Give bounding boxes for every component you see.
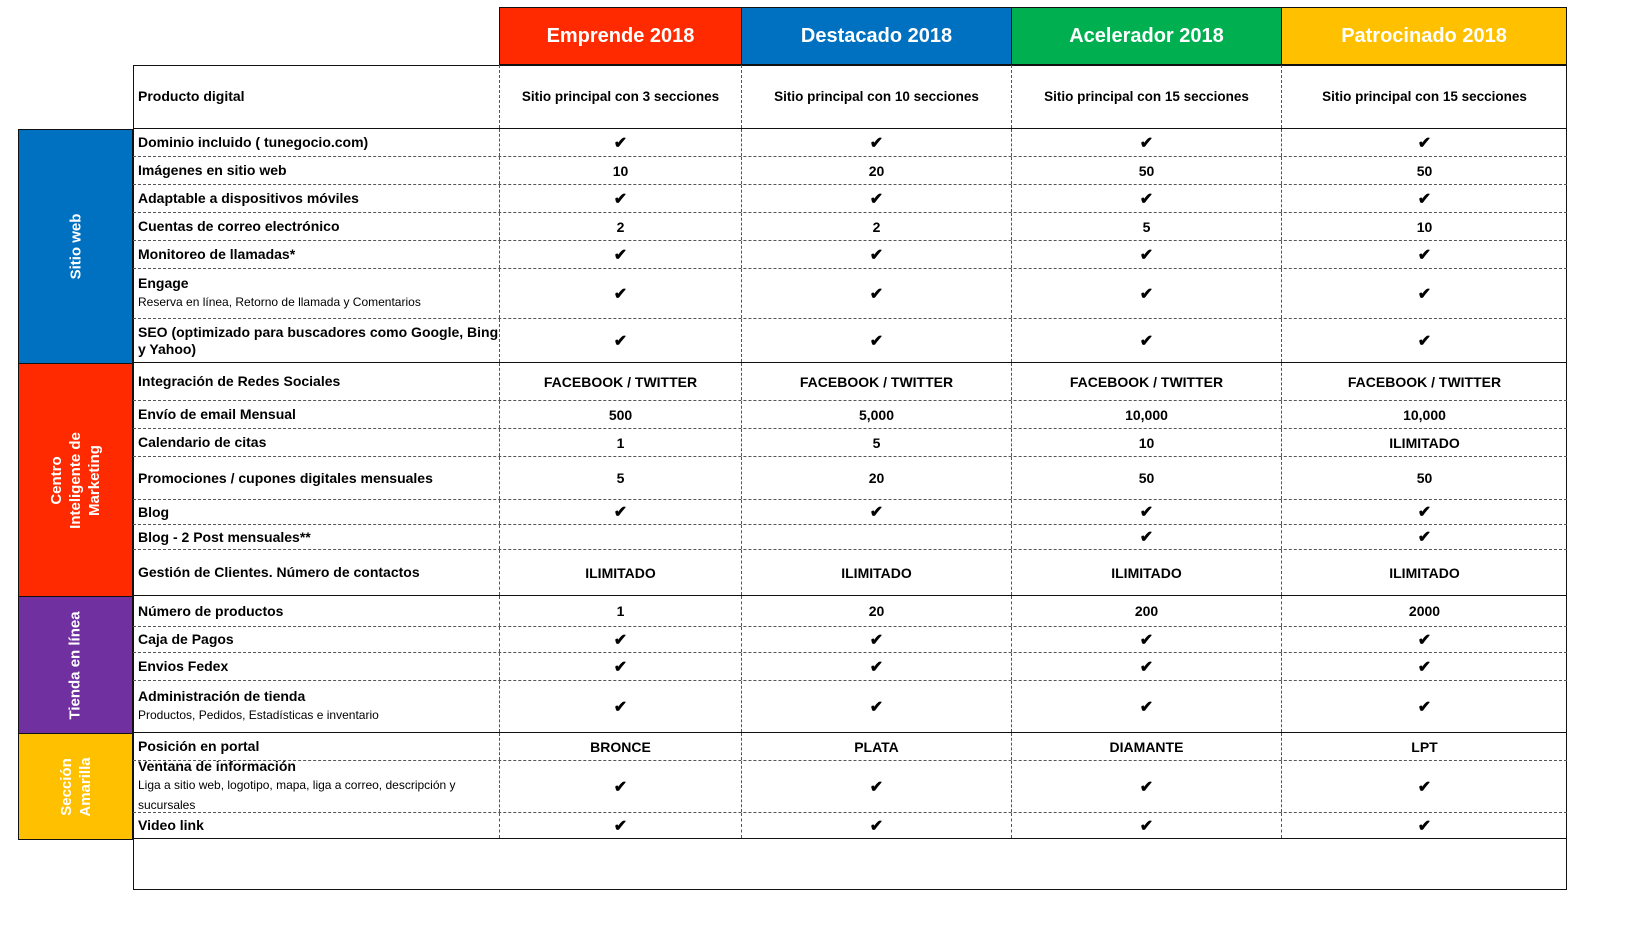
- row-label: [133, 401, 499, 428]
- table-row: [133, 363, 1567, 401]
- check-icon: ✔: [741, 185, 1011, 212]
- row-label: [133, 185, 499, 212]
- check-icon: ✔: [1011, 681, 1281, 732]
- plan-value: BRONCE: [499, 733, 741, 760]
- plan-value: 2: [741, 213, 1011, 240]
- check-icon: ✔: [499, 761, 741, 812]
- table-row: [133, 681, 1567, 733]
- plan-value: 2: [499, 213, 741, 240]
- row-label: [133, 758, 499, 812]
- plan-value: FACEBOOK / TWITTER: [1011, 363, 1281, 400]
- table-row: [133, 550, 1567, 596]
- table-row: [133, 500, 1567, 525]
- plan-value: FACEBOOK / TWITTER: [741, 363, 1011, 400]
- check-icon: ✔: [499, 319, 741, 362]
- row-label-text: SEO (optimizado para buscadores como Google, Bing y Yahoo): [138, 323, 499, 357]
- row-label-text: Cuentas de correo electrónico: [138, 218, 340, 234]
- section-title: Sitio web: [67, 213, 84, 280]
- row-label-text: Posición en portal: [138, 738, 260, 754]
- plan-value: 50: [1281, 157, 1567, 184]
- check-icon: ✔: [741, 813, 1011, 838]
- check-icon: ✔: [1011, 761, 1281, 812]
- side-sitio-web: [18, 129, 133, 364]
- plan-value: 50: [1011, 457, 1281, 499]
- plan-value: 50: [1011, 157, 1281, 184]
- plan-value: PLATA: [741, 733, 1011, 760]
- plan-header-4: Patrocinado 2018: [1281, 7, 1567, 65]
- row-label-text: Imágenes en sitio web: [138, 162, 287, 178]
- row-label: [133, 550, 499, 595]
- row-label: [133, 429, 499, 456]
- check-icon: ✔: [741, 319, 1011, 362]
- check-icon: ✔: [499, 627, 741, 652]
- plan-value: 5,000: [741, 401, 1011, 428]
- row-label: [133, 241, 499, 268]
- row-label: [133, 363, 499, 400]
- plan-value: 10: [499, 157, 741, 184]
- check-icon: ✔: [499, 681, 741, 732]
- plan-header-2: Destacado 2018: [741, 7, 1012, 65]
- check-icon: ✔: [499, 653, 741, 680]
- plan-value: 2000: [1281, 596, 1567, 626]
- row-label-subtext: Reserva en línea, Retorno de llamada y Comentarios: [138, 295, 421, 309]
- table-row: [133, 241, 1567, 269]
- check-icon: ✔: [1011, 627, 1281, 652]
- plan-value: DIAMANTE: [1011, 733, 1281, 760]
- row-label-text: Integración de Redes Sociales: [138, 373, 341, 389]
- table-row: [133, 401, 1567, 429]
- row-label: [133, 157, 499, 184]
- table-row: [133, 213, 1567, 241]
- plan-value: Sitio principal con 10 secciones: [741, 65, 1011, 128]
- check-icon: ✔: [1281, 185, 1567, 212]
- plan-value: 5: [1011, 213, 1281, 240]
- check-icon: ✔: [1281, 319, 1567, 362]
- check-icon: ✔: [741, 627, 1011, 652]
- table-row: [133, 269, 1567, 319]
- side-centro-marketing: [18, 363, 133, 597]
- side-tienda-en-linea: [18, 596, 133, 734]
- plan-value: 10: [1281, 213, 1567, 240]
- check-icon: ✔: [1281, 813, 1567, 838]
- row-label-text: Caja de Pagos: [138, 631, 234, 647]
- check-icon: ✔: [741, 761, 1011, 812]
- check-icon: ✔: [1281, 241, 1567, 268]
- check-icon: ✔: [741, 653, 1011, 680]
- plan-value: 10: [1011, 429, 1281, 456]
- plan-value: 5: [499, 457, 741, 499]
- check-icon: ✔: [499, 269, 741, 318]
- plan-value: [499, 525, 741, 549]
- check-icon: ✔: [1011, 813, 1281, 838]
- check-icon: ✔: [499, 813, 741, 838]
- check-icon: ✔: [1011, 500, 1281, 524]
- table-row: [133, 627, 1567, 653]
- plan-value: ILIMITADO: [741, 550, 1011, 595]
- row-label: [133, 525, 499, 549]
- row-label-text: Blog - 2 Post mensuales**: [138, 528, 311, 545]
- row-label-text: Video link: [138, 817, 204, 833]
- row-label-text: Gestión de Clientes. Número de contactos: [138, 564, 420, 580]
- check-icon: ✔: [499, 129, 741, 156]
- plan-value: 20: [741, 457, 1011, 499]
- plan-value: 10,000: [1281, 401, 1567, 428]
- row-label-text: Número de productos: [138, 602, 284, 619]
- row-label-text: Producto digital: [138, 88, 245, 104]
- check-icon: ✔: [1281, 761, 1567, 812]
- check-icon: ✔: [1011, 653, 1281, 680]
- check-icon: ✔: [1281, 653, 1567, 680]
- plan-value: 5: [741, 429, 1011, 456]
- row-label: [133, 733, 499, 760]
- table-row: [133, 525, 1567, 550]
- check-icon: ✔: [1011, 185, 1281, 212]
- plan-value: ILIMITADO: [1011, 550, 1281, 595]
- plan-header-1: Emprende 2018: [499, 7, 742, 65]
- row-label: [133, 681, 499, 732]
- row-label: [133, 269, 499, 318]
- table-row: [133, 157, 1567, 185]
- plan-value: 1: [499, 429, 741, 456]
- row-label: [133, 653, 499, 680]
- row-label-text: Administración de tienda: [138, 688, 306, 704]
- row-label-text: Adaptable a dispositivos móviles: [138, 190, 359, 206]
- table-row: [133, 319, 1567, 363]
- plan-value: 10,000: [1011, 401, 1281, 428]
- check-icon: ✔: [1011, 319, 1281, 362]
- row-label-text: Promociones / cupones digitales mensuales: [138, 469, 433, 486]
- side-seccion-amarilla: [18, 733, 133, 840]
- row-label: [133, 627, 499, 652]
- check-icon: ✔: [741, 500, 1011, 524]
- check-icon: ✔: [1011, 269, 1281, 318]
- row-label: [133, 65, 499, 128]
- product-row: [133, 65, 1567, 129]
- row-label: [133, 319, 499, 362]
- plan-value: Sitio principal con 15 secciones: [1011, 65, 1281, 128]
- row-label-subtext: Productos, Pedidos, Estadísticas e inventario: [138, 708, 379, 722]
- plan-value: ILIMITADO: [1281, 550, 1567, 595]
- plan-value: ILIMITADO: [1281, 429, 1567, 456]
- check-icon: ✔: [1281, 500, 1567, 524]
- check-icon: ✔: [1281, 525, 1567, 549]
- row-label-text: Calendario de citas: [138, 434, 267, 450]
- check-icon: ✔: [741, 269, 1011, 318]
- row-label: [133, 596, 499, 626]
- check-icon: ✔: [1281, 627, 1567, 652]
- plan-value: 200: [1011, 596, 1281, 626]
- check-icon: ✔: [741, 129, 1011, 156]
- row-label-text: Dominio incluido ( tunegocio.com): [138, 134, 369, 150]
- table-row: [133, 813, 1567, 839]
- plan-value: 50: [1281, 457, 1567, 499]
- check-icon: ✔: [499, 500, 741, 524]
- table-row: [133, 429, 1567, 457]
- row-label: [133, 129, 499, 156]
- plan-value: FACEBOOK / TWITTER: [499, 363, 741, 400]
- section-title: Tienda en línea: [67, 610, 84, 720]
- check-icon: ✔: [1011, 129, 1281, 156]
- row-label: [133, 213, 499, 240]
- row-label: [133, 813, 499, 838]
- row-label-text: Engage: [138, 275, 189, 291]
- check-icon: ✔: [1281, 269, 1567, 318]
- row-label-text: Monitoreo de llamadas*: [138, 246, 296, 262]
- plan-value: ILIMITADO: [499, 550, 741, 595]
- row-label-subtext: Liga a sitio web, logotipo, mapa, liga a correo, descripción y sucursales: [138, 778, 456, 812]
- row-label-text: Ventana de información: [138, 758, 296, 774]
- plan-value: [741, 525, 1011, 549]
- check-icon: ✔: [741, 241, 1011, 268]
- table-row: [133, 733, 1567, 761]
- check-icon: ✔: [741, 681, 1011, 732]
- plan-value: 500: [499, 401, 741, 428]
- row-label-text: Blog: [138, 503, 170, 520]
- table-row: [133, 457, 1567, 500]
- plan-value: LPT: [1281, 733, 1567, 760]
- table-row: [133, 653, 1567, 681]
- section-title: Centro Inteligente de Marketing: [48, 431, 103, 529]
- row-label: [133, 457, 499, 499]
- plan-value: 1: [499, 596, 741, 626]
- plan-value: 20: [741, 596, 1011, 626]
- plan-value: Sitio principal con 15 secciones: [1281, 65, 1567, 128]
- plan-value: FACEBOOK / TWITTER: [1281, 363, 1567, 400]
- plan-header-3: Acelerador 2018: [1011, 7, 1282, 65]
- check-icon: ✔: [1281, 681, 1567, 732]
- check-icon: ✔: [1011, 241, 1281, 268]
- plan-value: 20: [741, 157, 1011, 184]
- table-row: [133, 129, 1567, 157]
- table-row: [133, 185, 1567, 213]
- check-icon: ✔: [499, 185, 741, 212]
- plan-value: Sitio principal con 3 secciones: [499, 65, 741, 128]
- table-row: [133, 758, 1567, 813]
- check-icon: ✔: [1011, 525, 1281, 549]
- row-label: [133, 500, 499, 524]
- row-label-text: Envío de email Mensual: [138, 406, 296, 422]
- table-row: [133, 596, 1567, 627]
- check-icon: ✔: [499, 241, 741, 268]
- row-label-text: Envios Fedex: [138, 658, 229, 674]
- check-icon: ✔: [1281, 129, 1567, 156]
- section-title: Sección Amarilla: [57, 756, 94, 817]
